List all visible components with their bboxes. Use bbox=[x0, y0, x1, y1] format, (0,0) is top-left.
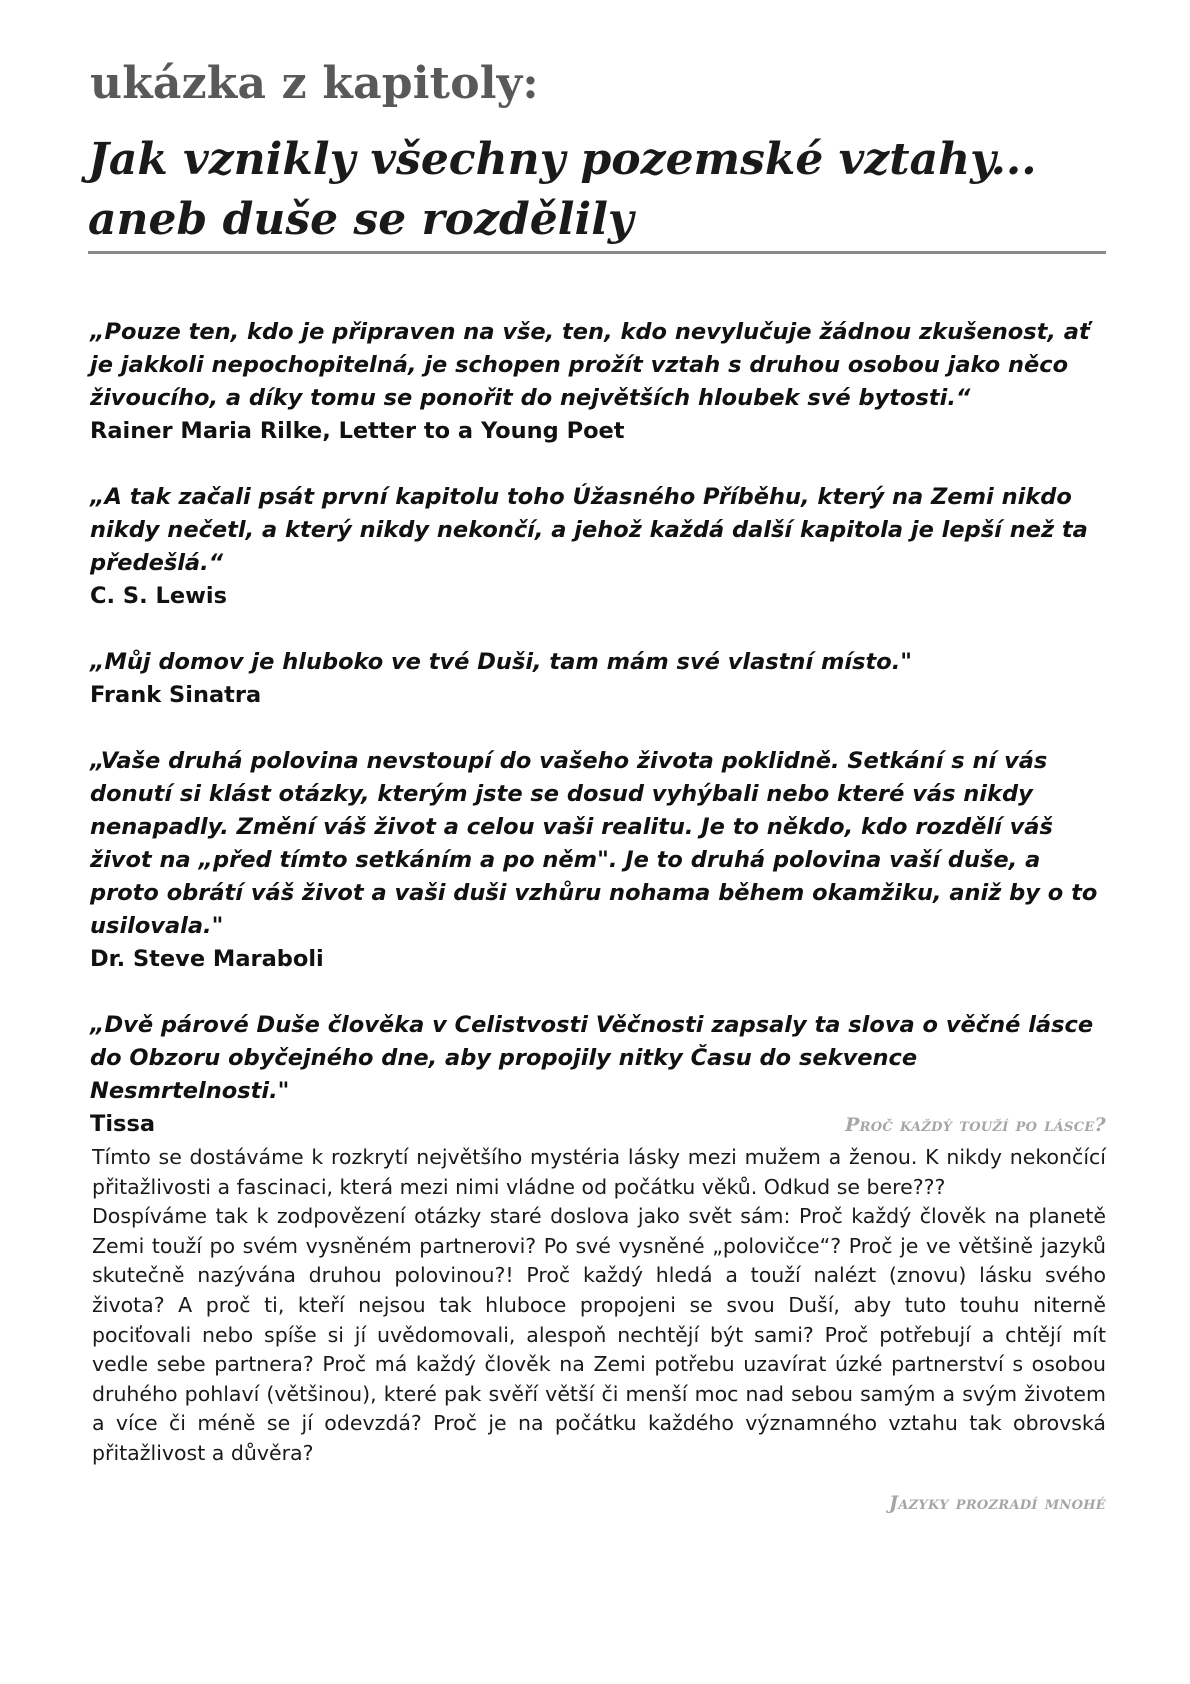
quotes-section bbox=[90, 316, 1110, 1174]
chapter-kicker: ukázka z kapitoly: bbox=[90, 58, 539, 109]
chapter-title: Jak vznikly všechny pozemské vztahy... aneb duše se rozdělily bbox=[88, 134, 1037, 245]
quote-block bbox=[90, 745, 1110, 976]
title-divider bbox=[88, 251, 1106, 254]
body-paragraph: Tímto se dostáváme k rozkrytí největšího mystéria lásky mezi mužem a ženou. K nikdy nekončící přitažlivosti a fascinaci, která mezi nimi vládne od počátku věků. Odkud se bere??? bbox=[92, 1145, 1106, 1199]
quote-text: „Můj domov je hluboko ve tvé Duši, tam mám své vlastní místo." bbox=[90, 649, 913, 675]
next-section-heading: Jazyky prozradí mnohé bbox=[888, 1492, 1106, 1514]
quote-author: Rainer Maria Rilke, Letter to a Young Poet bbox=[90, 418, 625, 444]
quote-author: Dr. Steve Maraboli bbox=[90, 946, 324, 972]
quote-text: „A tak začali psát první kapitolu toho Úžasného Příběhu, který na Zemi nikdo nikdy nečetl, a který nikdy nekončí, a jehož každá další kapitola je lepší než ta předešlá.“ bbox=[90, 484, 1088, 576]
quote-block bbox=[90, 646, 1110, 712]
section-body bbox=[92, 1143, 1106, 1469]
quote-author: Frank Sinatra bbox=[90, 682, 262, 708]
quote-author: Tissa bbox=[90, 1111, 156, 1137]
quote-block bbox=[90, 316, 1110, 448]
body-paragraph: Dospíváme tak k zodpovězení otázky staré doslova jako svět sám: Proč každý člověk na planetě Zemi touží po svém vysněném partnerovi? Po své vysněné „polovičce“? Proč je ve většině jazyků skutečně nazývána druhou polovinou?! Proč každý hledá a touží nalézt (znovu) lásku svého života? A proč ti, kteří nejsou tak hluboce propojeni se svou Duší, aby tuto touhu niterně pociťovali nebo spíše si jí uvědomovali, alespoň nechtějí být sami? Proč potřebují a chtějí mít vedle sebe partnera? Proč má každý člověk na Zemi potřebu uzavírat úzké partnerství s osobou druhého pohlaví (většinou), které pak svěří větší či menší moc nad sebou samým a svým životem a více či méně se jí odevzdá? Proč je na počátku každého významného vztahu tak obrovská přitažlivost a důvěra? bbox=[92, 1204, 1106, 1465]
section-heading: Proč každý touží po lásce? bbox=[845, 1114, 1106, 1136]
quote-block bbox=[90, 481, 1110, 613]
quote-text: „Pouze ten, kdo je připraven na vše, ten, kdo nevylučuje žádnou zkušenost, ať je jakkoli nepochopitelná, je schopen prožít vztah s druhou osobou jako něco živoucího, a díky tomu se ponořit do největších hloubek své bytosti.“ bbox=[90, 319, 1090, 411]
quote-text: „Vaše druhá polovina nevstoupí do vašeho života poklidně. Setkání s ní vás donutí si klást otázky, kterým jste se dosud vyhýbali nebo které vás nikdy nenapadly. Změní váš život a celou vaši realitu. Je to někdo, kdo rozdělí váš život na „před tímto setkáním a po něm". Je to druhá polovina vaší duše, a proto obrátí váš život a vaši duši vzhůru nohama během okamžiku, aniž by o to usilovala." bbox=[90, 748, 1098, 939]
quote-text: „Dvě párové Duše člověka v Celistvosti Věčnosti zapsaly ta slova o věčné lásce do Obzoru obyčejného dne, aby propojily nitky Času do sekvence Nesmrtelnosti." bbox=[90, 1012, 1094, 1104]
quote-author: C. S. Lewis bbox=[90, 583, 227, 609]
